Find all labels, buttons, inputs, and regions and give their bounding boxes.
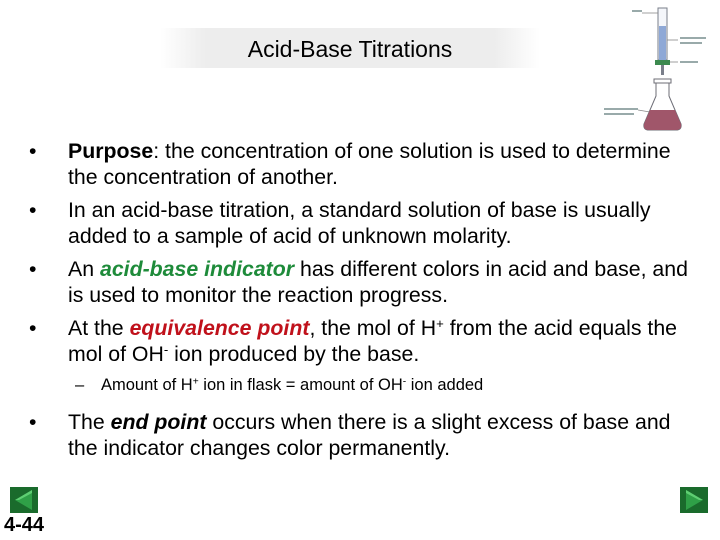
- sub-text-post: ion added: [406, 376, 484, 394]
- bullet-text-pre: The: [68, 410, 111, 434]
- equivalence-term: equivalence point: [129, 316, 310, 340]
- triangle-right-icon[interactable]: [680, 487, 708, 513]
- indicator-term: acid-base indicator: [99, 257, 295, 281]
- bullet-text: : the concentration of one solution is used to determine the concentration of another.: [68, 139, 671, 189]
- bullet-equivalence: [0, 315, 700, 367]
- bullet-text-post: occurs when there is a slight excess of base and the indicator changes color permanently.: [68, 410, 671, 460]
- bullet-text-pre: An: [68, 257, 100, 281]
- burette-flask-illustration: [600, 4, 718, 134]
- bullet-indicator: [0, 256, 700, 308]
- bullet-text: In an acid-base titration, a standard solution of base is usually added to a sample of acid of unknown molarity.: [68, 198, 651, 248]
- bullet-text-post: has different colors in acid and base, and is used to monitor the reaction progress.: [68, 257, 688, 307]
- superscript-minus: -: [402, 376, 407, 388]
- bullet-text-pre: At the: [68, 316, 130, 340]
- bullet-marker: •: [29, 139, 37, 163]
- end-point-term: end point: [110, 410, 207, 434]
- bullet-marker: •: [29, 316, 37, 340]
- bullet-text-mid: , the mol of H: [309, 316, 437, 340]
- bullet-end-point: [0, 409, 700, 461]
- sub-bullet-marker: –: [75, 376, 85, 394]
- superscript-minus: -: [163, 341, 169, 357]
- bullet-list: [0, 138, 700, 468]
- slide-number: 4-44: [4, 514, 45, 536]
- sub-text-pre: Amount of H: [101, 376, 193, 394]
- bullet-label: Purpose: [68, 139, 154, 163]
- bullet-text-post: ion produced by the base.: [168, 342, 420, 366]
- slide-title: Acid-Base Titrations: [247, 36, 453, 62]
- bullet-purpose: [0, 138, 700, 190]
- superscript-plus: +: [192, 376, 199, 388]
- sub-text-mid: ion in flask = amount of OH: [198, 376, 403, 394]
- bullet-titration: [0, 197, 700, 249]
- bullet-marker: •: [29, 410, 37, 434]
- bullet-text-mid2: from the acid equals the mol of OH: [68, 316, 678, 366]
- sub-bullet-amount: [0, 374, 700, 396]
- bullet-marker: •: [29, 257, 37, 281]
- bullet-marker: •: [29, 198, 37, 222]
- superscript-plus: +: [436, 315, 444, 331]
- triangle-left-icon[interactable]: [10, 487, 38, 513]
